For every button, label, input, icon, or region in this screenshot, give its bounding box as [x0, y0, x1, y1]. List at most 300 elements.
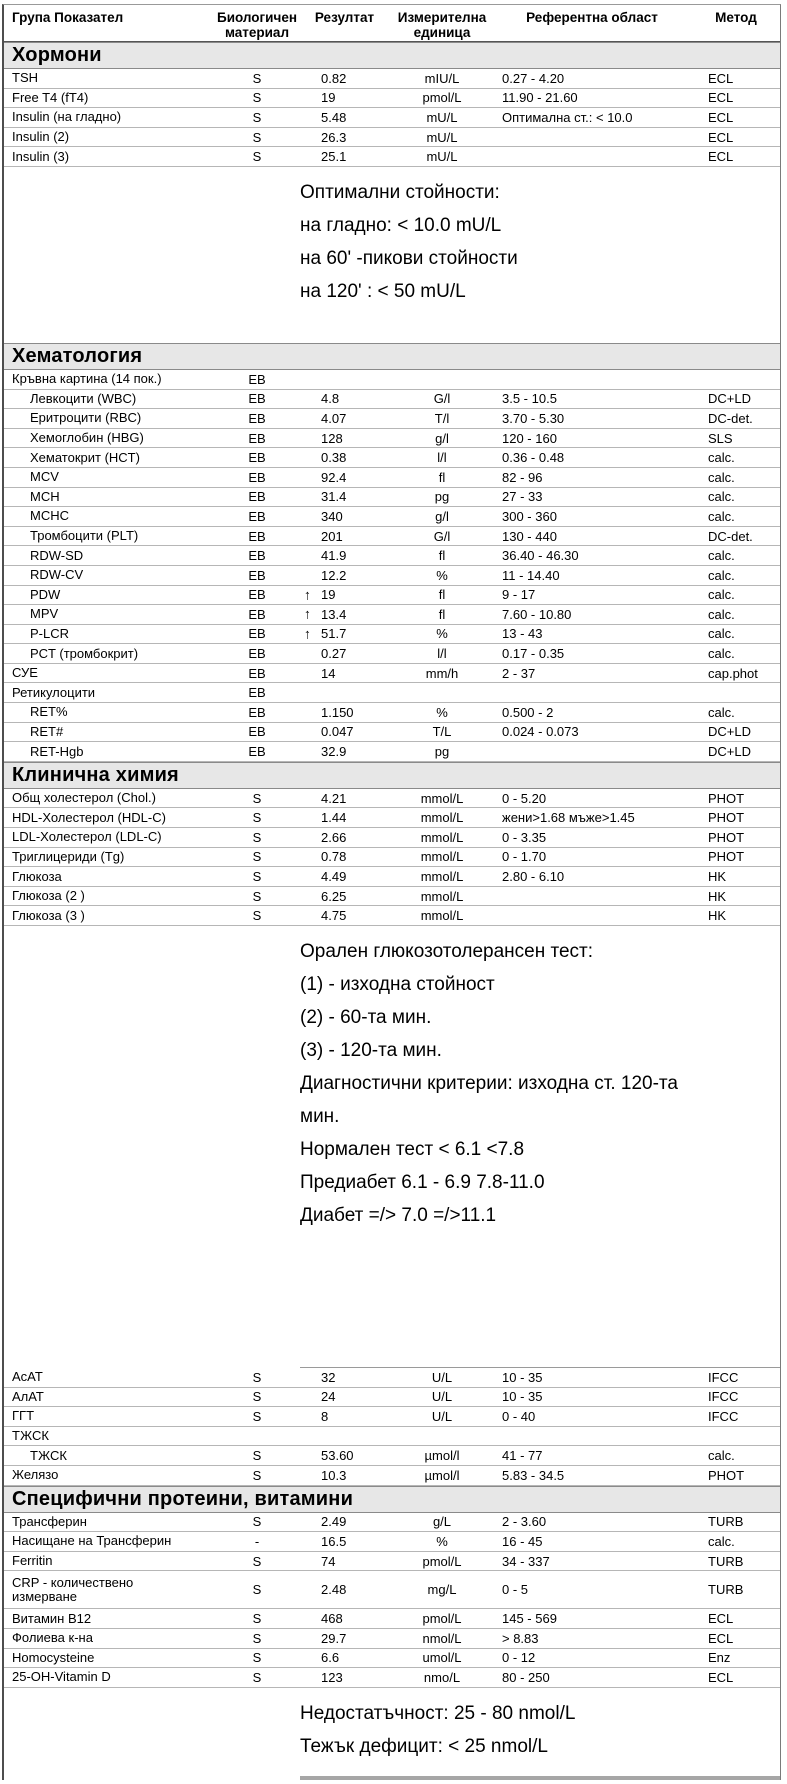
result-value: 19 — [321, 587, 336, 603]
material-cell: ЕВ — [248, 391, 266, 407]
lab-row — [4, 625, 780, 645]
parameter-name: MCV — [30, 470, 59, 485]
material-cell: ЕВ — [248, 548, 266, 564]
result-cell — [297, 666, 392, 681]
lab-row — [4, 1532, 780, 1552]
material-cell: ЕВ — [248, 646, 266, 662]
column-header-method: Метод — [715, 10, 757, 25]
unit-cell: T/l — [434, 410, 450, 426]
method-cell: calc. — [708, 489, 735, 505]
material-cell: ЕВ — [248, 704, 266, 720]
lab-row — [4, 1466, 780, 1486]
section-header-clinical-chemistry: Клинична химия — [4, 762, 780, 789]
reference-cell: 11.90 - 21.60 — [502, 90, 578, 106]
material-cell: ЕВ — [248, 528, 266, 544]
unit-cell: fl — [438, 469, 446, 485]
result-cell — [297, 1650, 392, 1665]
lab-row — [4, 546, 780, 566]
lab-row — [4, 527, 780, 547]
method-cell: calc. — [708, 606, 735, 622]
material-cell: S — [252, 109, 262, 125]
parameter-name: CRP - количествено измерване — [12, 1575, 134, 1604]
reference-cell: 34 - 337 — [502, 1553, 550, 1569]
lab-row — [4, 808, 780, 828]
material-cell: ЕВ — [248, 744, 266, 760]
result-cell — [297, 1389, 392, 1404]
result-value: 8 — [321, 1408, 329, 1424]
note-text — [300, 167, 774, 308]
result-cell — [297, 130, 392, 145]
result-cell — [297, 744, 392, 759]
note-bottom-bar — [300, 1776, 780, 1780]
result-value: 53.60 — [321, 1448, 354, 1464]
method-cell: TURB — [708, 1582, 744, 1598]
result-value: 13.4 — [321, 606, 347, 622]
material-cell: S — [252, 1514, 262, 1530]
method-cell: TURB — [708, 1553, 744, 1569]
result-value: 2.49 — [321, 1514, 347, 1530]
reference-cell: 0 - 40 — [502, 1408, 536, 1424]
reference-cell: 27 - 33 — [502, 489, 543, 505]
method-cell: PHOT — [708, 790, 745, 806]
parameter-name: Тромбоцити (PLT) — [30, 529, 139, 544]
reference-cell: > 8.83 — [502, 1630, 539, 1646]
method-cell: PHOT — [708, 1467, 745, 1483]
unit-cell: pmol/L — [422, 1611, 462, 1627]
result-cell — [297, 411, 392, 426]
material-cell: S — [252, 149, 262, 165]
unit-cell: mm/h — [425, 665, 459, 681]
result-value: 2.66 — [321, 829, 347, 845]
table-header-row — [4, 5, 780, 42]
result-value: 6.25 — [321, 888, 347, 904]
result-value: 0.82 — [321, 70, 347, 86]
note-block — [4, 167, 780, 343]
parameter-name: Кръвна картина (14 пок.) — [12, 372, 162, 387]
method-cell: HK — [708, 869, 727, 885]
material-cell: ЕВ — [248, 489, 266, 505]
result-cell — [297, 1611, 392, 1626]
column-header-reference-range: Референтна област — [526, 10, 658, 25]
result-cell — [297, 849, 392, 864]
unit-cell: pmol/L — [422, 1553, 462, 1569]
note-line: на 60' -пикови стойности — [300, 247, 518, 269]
parameter-name: Глюкоза (3 ) — [12, 908, 85, 923]
unit-cell: l/l — [437, 450, 447, 466]
reference-cell: 41 - 77 — [502, 1448, 543, 1464]
parameter-name: 25-OH-Vitamin D — [12, 1670, 111, 1685]
lab-row — [4, 664, 780, 684]
result-value: 2.48 — [321, 1582, 347, 1598]
reference-cell: 7.60 - 10.80 — [502, 606, 572, 622]
material-cell: S — [252, 90, 262, 106]
unit-cell: g/L — [432, 1514, 452, 1530]
parameter-name: ТЖСК — [12, 1429, 49, 1444]
unit-cell: % — [436, 567, 448, 583]
reference-cell: 0.17 - 0.35 — [502, 646, 565, 662]
unit-cell: mU/L — [426, 149, 458, 165]
result-value: 340 — [321, 508, 343, 524]
lab-row — [4, 1388, 780, 1408]
method-cell: ECL — [708, 90, 734, 106]
parameter-name: PDW — [30, 587, 61, 602]
result-value: 0.27 — [321, 646, 347, 662]
result-value: 24 — [321, 1389, 336, 1405]
material-cell: S — [252, 888, 262, 904]
lab-row — [4, 723, 780, 743]
reference-cell: 5.83 - 34.5 — [502, 1467, 565, 1483]
result-value: 0.78 — [321, 849, 347, 865]
reference-cell: 0 - 5.20 — [502, 790, 547, 806]
material-cell: S — [252, 1467, 262, 1483]
result-value: 25.1 — [321, 149, 347, 165]
result-value: 0.38 — [321, 450, 347, 466]
lab-row — [4, 1427, 780, 1447]
result-cell — [297, 724, 392, 739]
lab-row — [4, 742, 780, 762]
material-cell: ЕВ — [248, 450, 266, 466]
result-value: 12.2 — [321, 567, 347, 583]
parameter-name: Хематокрит (HCT) — [30, 450, 140, 465]
result-cell — [297, 110, 392, 125]
result-cell — [297, 71, 392, 86]
result-cell — [297, 1409, 392, 1424]
column-header-measurement-unit: Измерителна единица — [397, 10, 487, 40]
reference-cell: жени>1.68 мъже>1.45 — [502, 810, 635, 826]
note-line: (1) - изходна стойност — [300, 974, 495, 995]
result-cell — [297, 889, 392, 904]
unit-cell: g/l — [435, 430, 449, 446]
note-text — [300, 1688, 774, 1763]
result-value: 201 — [321, 528, 343, 544]
reference-cell: 82 - 96 — [502, 469, 543, 485]
lab-row — [4, 683, 780, 703]
section-header-hematology: Хематология — [4, 343, 780, 370]
result-value: 4.07 — [321, 410, 347, 426]
reference-cell: 300 - 360 — [502, 508, 557, 524]
reference-cell: 0.27 - 4.20 — [502, 70, 565, 86]
parameter-name: TSH — [12, 71, 38, 86]
parameter-name: Insulin (3) — [12, 149, 70, 164]
method-cell: calc. — [708, 1448, 735, 1464]
method-cell: DC-det. — [708, 410, 753, 426]
material-cell: S — [252, 1553, 262, 1569]
method-cell: ECL — [708, 109, 734, 125]
method-cell: IFCC — [708, 1408, 739, 1424]
note-line: Предиабет 6.1 - 6.9 7.8-11.0 — [300, 1172, 545, 1193]
result-cell — [297, 1514, 392, 1529]
result-value: 51.7 — [321, 626, 347, 642]
lab-row — [4, 1368, 780, 1388]
parameter-name: PCT (тромбокрит) — [30, 646, 139, 661]
material-cell: S — [252, 70, 262, 86]
parameter-name: Еритроцити (RBC) — [30, 411, 142, 426]
material-cell: ЕВ — [248, 626, 266, 642]
unit-cell: mmol/L — [420, 849, 464, 865]
unit-cell: nmo/L — [423, 1669, 461, 1685]
lab-row — [4, 147, 780, 167]
result-cell — [297, 869, 392, 884]
parameter-name: Homocysteine — [12, 1650, 95, 1665]
material-cell: ЕВ — [248, 606, 266, 622]
unit-cell: mmol/L — [420, 908, 464, 924]
unit-cell: mmol/L — [420, 790, 464, 806]
result-value: 92.4 — [321, 469, 347, 485]
unit-cell: T/L — [432, 724, 452, 740]
result-cell — [297, 705, 392, 720]
note-line: Тежък дефицит: < 25 nmol/L — [300, 1735, 548, 1757]
method-cell: calc. — [708, 567, 735, 583]
lab-row — [4, 89, 780, 109]
result-cell — [297, 489, 392, 504]
material-cell: S — [252, 1669, 262, 1685]
method-cell: HK — [708, 908, 727, 924]
method-cell: calc. — [708, 646, 735, 662]
lab-row — [4, 488, 780, 508]
reference-cell: 0 - 12 — [502, 1650, 536, 1666]
lab-row — [4, 1629, 780, 1649]
section-header-proteins-vitamins: Специфични протеини, витамини — [4, 1486, 780, 1513]
material-cell: S — [252, 908, 262, 924]
reference-cell: 10 - 35 — [502, 1389, 543, 1405]
unit-cell: fl — [438, 548, 446, 564]
unit-cell: G/l — [433, 391, 451, 407]
result-cell — [297, 548, 392, 563]
column-header-result: Резултат — [314, 10, 375, 25]
lab-row — [4, 1649, 780, 1669]
method-cell: Enz — [708, 1650, 731, 1666]
material-cell: ЕВ — [248, 567, 266, 583]
material-cell: ЕВ — [248, 410, 266, 426]
material-cell: ЕВ — [248, 685, 266, 701]
note-line: на 120' : < 50 mU/L — [300, 280, 466, 302]
unit-cell: fl — [438, 606, 446, 622]
note-line: Орален глюкозотолерансен тест: — [300, 941, 594, 962]
method-cell: HK — [708, 888, 727, 904]
reference-cell: 0 - 1.70 — [502, 849, 547, 865]
material-cell: S — [252, 1630, 262, 1646]
parameter-name: MCHC — [30, 509, 69, 524]
method-cell: ECL — [708, 1630, 734, 1646]
result-value: 26.3 — [321, 129, 347, 145]
lab-row — [4, 390, 780, 410]
column-header-biological-material: Биологичен материал — [217, 10, 297, 40]
result-value: 32.9 — [321, 744, 347, 760]
note-line: на гладно: < 10.0 mU/L — [300, 214, 502, 236]
reference-cell: 11 - 14.40 — [502, 567, 560, 583]
unit-cell: mmol/L — [420, 829, 464, 845]
method-cell: PHOT — [708, 849, 745, 865]
lab-row — [4, 828, 780, 848]
lab-row — [4, 644, 780, 664]
parameter-name: P-LCR — [30, 626, 70, 641]
unit-cell: mmol/L — [420, 810, 464, 826]
result-value: 6.6 — [321, 1650, 340, 1666]
lab-row — [4, 1668, 780, 1688]
material-cell: ЕВ — [248, 371, 266, 387]
reference-cell: 3.70 - 5.30 — [502, 410, 565, 426]
parameter-name: RET# — [30, 724, 64, 739]
parameter-name: RDW-SD — [30, 548, 84, 563]
parameter-name: Насищане на Трансферин — [12, 1534, 172, 1549]
method-cell: calc. — [708, 704, 735, 720]
lab-row — [4, 789, 780, 809]
note-line: Диагностични критерии: изходна ст. 120-та — [300, 1073, 678, 1094]
method-cell: calc. — [708, 508, 735, 524]
method-cell: TURB — [708, 1514, 744, 1530]
material-cell: S — [252, 1611, 262, 1627]
result-value: 31.4 — [321, 489, 347, 505]
note-line: Оптимални стойности: — [300, 181, 500, 203]
lab-row — [4, 1513, 780, 1533]
result-cell — [297, 587, 392, 602]
result-value: 10.3 — [321, 1467, 347, 1483]
result-value: 1.44 — [321, 810, 347, 826]
parameter-name: Общ холестерол (Chol.) — [12, 791, 156, 806]
parameter-name: Желязо — [12, 1468, 59, 1483]
material-cell: S — [252, 1582, 262, 1598]
parameter-name: Ретикулоцити — [12, 685, 96, 700]
result-cell — [297, 1582, 392, 1597]
parameter-name: Витамин B12 — [12, 1611, 92, 1626]
method-cell: calc. — [708, 450, 735, 466]
parameter-name: АлАТ — [12, 1389, 44, 1404]
material-cell: ЕВ — [248, 508, 266, 524]
unit-cell: mU/L — [426, 129, 458, 145]
parameter-name: ТЖСК — [30, 1448, 67, 1463]
method-cell: DC-det. — [708, 528, 753, 544]
method-cell: DC+LD — [708, 391, 751, 407]
method-cell: IFCC — [708, 1369, 739, 1385]
note-line: Диабет =/> 7.0 =/>11.1 — [300, 1205, 497, 1226]
reference-cell: 2 - 3.60 — [502, 1514, 547, 1530]
method-cell: calc. — [708, 626, 735, 642]
material-cell: S — [252, 1369, 262, 1385]
unit-cell: pg — [434, 744, 450, 760]
unit-cell: µmol/l — [424, 1448, 460, 1464]
result-cell — [297, 1370, 392, 1385]
reference-cell: Оптимална ст.: < 10.0 — [502, 109, 633, 125]
reference-cell: 3.5 - 10.5 — [502, 391, 557, 407]
result-value: 468 — [321, 1611, 343, 1627]
unit-cell: nmol/L — [422, 1630, 462, 1646]
note-line: (2) - 60-та мин. — [300, 1007, 432, 1028]
reference-cell: 0 - 3.35 — [502, 829, 547, 845]
material-cell: ЕВ — [248, 665, 266, 681]
result-value: 14 — [321, 665, 336, 681]
material-cell: ЕВ — [248, 430, 266, 446]
material-cell: S — [252, 790, 262, 806]
lab-row — [4, 867, 780, 887]
unit-cell: G/l — [433, 528, 451, 544]
result-value: 4.49 — [321, 869, 347, 885]
result-value: 32 — [321, 1369, 336, 1385]
method-cell: calc. — [708, 587, 735, 603]
result-value: 0.047 — [321, 724, 354, 740]
result-cell — [297, 607, 392, 622]
note-line: Нормален тест < 6.1 <7.8 — [300, 1139, 525, 1160]
method-cell: ECL — [708, 1669, 734, 1685]
parameter-name: Хемоглобин (HBG) — [30, 431, 144, 446]
lab-row — [4, 566, 780, 586]
unit-cell: % — [436, 704, 448, 720]
reference-cell: 0.500 - 2 — [502, 704, 554, 720]
result-cell — [297, 626, 392, 641]
note-bottom-divider — [300, 1367, 780, 1368]
parameter-name: MCH — [30, 489, 60, 504]
result-cell — [297, 830, 392, 845]
parameter-name: АсАТ — [12, 1370, 43, 1385]
note-line: Недостатъчност: 25 - 80 nmol/L — [300, 1702, 576, 1724]
parameter-name: Глюкоза (2 ) — [12, 889, 85, 904]
result-value: 16.5 — [321, 1533, 347, 1549]
result-high-arrow-icon: ↑ — [304, 586, 311, 603]
reference-cell: 0 - 5 — [502, 1582, 529, 1598]
result-cell — [297, 1670, 392, 1685]
result-high-arrow-icon: ↑ — [304, 605, 311, 622]
method-cell: PHOT — [708, 810, 745, 826]
reference-cell: 0.36 - 0.48 — [502, 450, 565, 466]
parameter-name: Ferritin — [12, 1554, 53, 1569]
method-cell: ECL — [708, 70, 734, 86]
method-cell: ECL — [708, 149, 734, 165]
result-high-arrow-icon: ↑ — [304, 625, 311, 642]
result-cell — [297, 1448, 392, 1463]
unit-cell: µmol/l — [424, 1467, 460, 1483]
lab-row — [4, 468, 780, 488]
material-cell: S — [252, 129, 262, 145]
reference-cell: 2 - 37 — [502, 665, 536, 681]
unit-cell: U/L — [431, 1408, 453, 1424]
unit-cell: pmol/L — [422, 90, 462, 106]
table-body — [4, 42, 780, 1780]
reference-cell: 9 - 17 — [502, 587, 536, 603]
result-cell — [297, 450, 392, 465]
lab-row — [4, 887, 780, 907]
section-header-hormones: Хормони — [4, 42, 780, 69]
result-cell — [297, 1554, 392, 1569]
reference-cell: 130 - 440 — [502, 528, 557, 544]
note-text — [300, 926, 774, 1232]
result-value: 5.48 — [321, 109, 347, 125]
unit-cell: fl — [438, 587, 446, 603]
parameter-name: Трансферин — [12, 1514, 87, 1529]
column-header-parameter-group: Група Показател — [12, 10, 124, 25]
method-cell: cap.phot — [708, 665, 758, 681]
result-cell — [297, 90, 392, 105]
result-value: 4.8 — [321, 391, 340, 407]
material-cell: S — [252, 1650, 262, 1666]
reference-cell: 16 - 45 — [502, 1533, 543, 1549]
result-cell — [297, 470, 392, 485]
method-cell: PHOT — [708, 829, 745, 845]
note-block — [4, 1688, 780, 1780]
material-cell: ЕВ — [248, 724, 266, 740]
method-cell: calc. — [708, 1533, 735, 1549]
material-cell: - — [254, 1533, 260, 1549]
reference-cell: 36.40 - 46.30 — [502, 548, 579, 564]
unit-cell: umol/L — [422, 1650, 462, 1666]
method-cell: DC+LD — [708, 724, 751, 740]
note-line: (3) - 120-та мин. — [300, 1040, 442, 1061]
unit-cell: mg/L — [427, 1582, 457, 1598]
note-block — [4, 926, 780, 1368]
parameter-name: RDW-CV — [30, 568, 84, 583]
lab-row — [4, 1446, 780, 1466]
reference-cell: 80 - 250 — [502, 1669, 550, 1685]
parameter-name: HDL-Холестерол (HDL-C) — [12, 810, 166, 825]
material-cell: S — [252, 1408, 262, 1424]
